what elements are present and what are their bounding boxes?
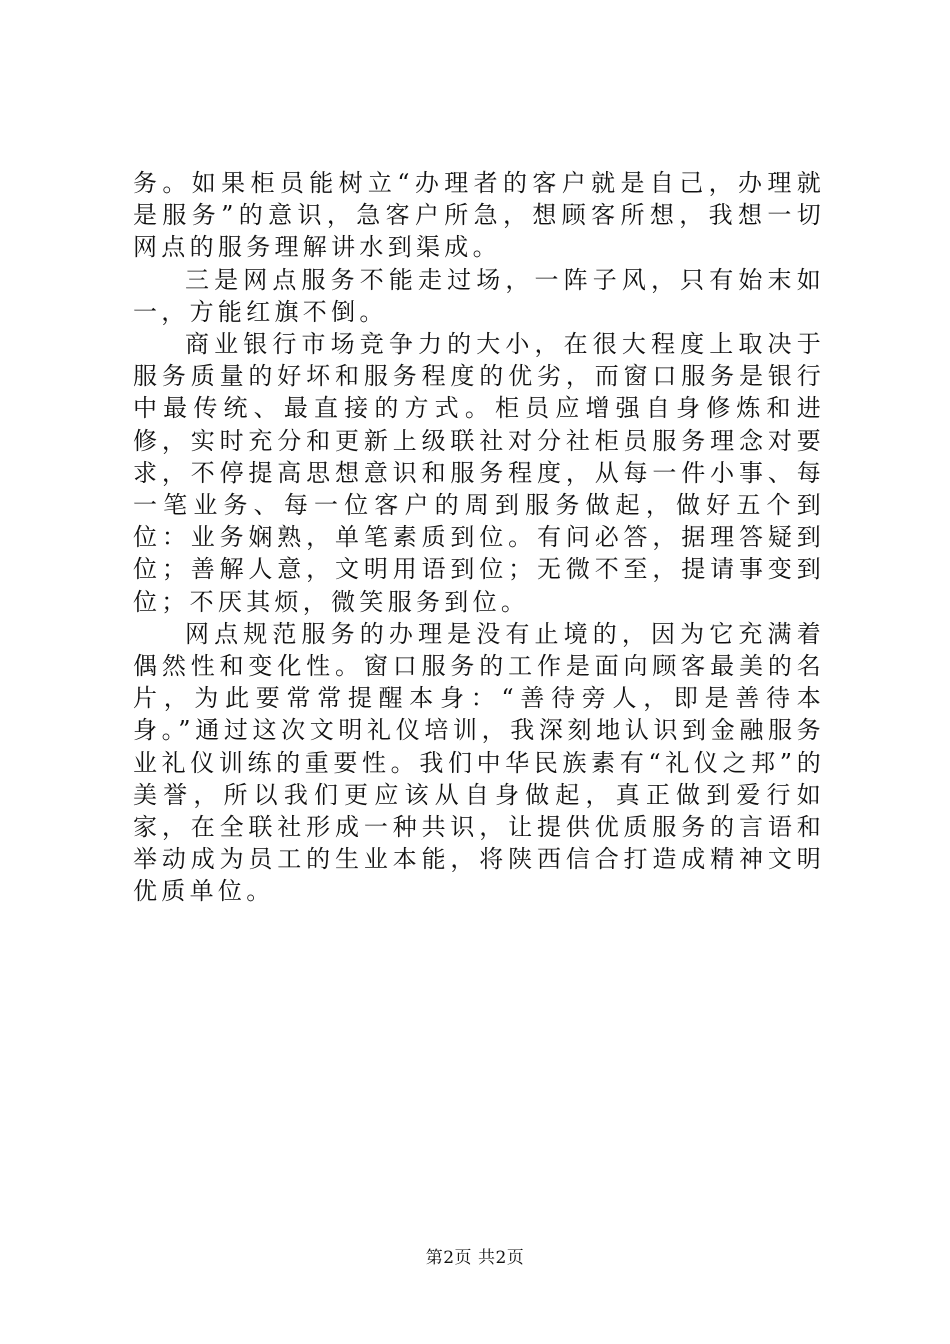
paragraph-competitiveness: 商业银行市场竞争力的大小，在很大程度上取决于服务质量的好坏和服务程度的优劣，而窗口服务是银行中最传统、最直接的方式。柜员应增强自身修炼和进修，实时充分和更新上级联社对分社柜员服务理念对要求，不停提高思想意识和服务程度，从每一件小事、每一笔业务、每一位客户的周到服务做起，做好五个到位：业务娴熟，单笔素质到位。有问必答，据理答疑到位；善解人意，文明用语到位；无微不至，提请事变到位；不厌其烦，微笑服务到位。 <box>133 330 825 616</box>
paragraph-conclusion: 网点规范服务的办理是没有止境的，因为它充满着偶然性和变化性。窗口服务的工作是面向顾客最美的名片，为此要常常提醒本身：“善待旁人，即是善待本身。”通过这次文明礼仪培训，我深刻地认识到金融服务业礼仪训练的重要性。我们中华民族素有“礼仪之邦”的美誉，所以我们更应该从自身做起，真正做到爱行如家，在全联社形成一种共识，让提供优质服务的言语和举动成为员工的生业本能，将陕西信合打造成精神文明优质单位。 <box>133 619 825 906</box>
page-footer: 第2页 共2页 <box>425 1248 525 1268</box>
paragraph-continued: 务。如果柜员能树立“办理者的客户就是自己，办理就是服务”的意识，急客户所急，想顾客所想，我想一切网点的服务理解讲水到渠成。 <box>133 169 825 262</box>
paragraph-point-three: 三是网点服务不能走过场，一阵子风，只有始末如一，方能红旗不倒。 <box>133 265 825 326</box>
document-body <box>133 167 825 908</box>
